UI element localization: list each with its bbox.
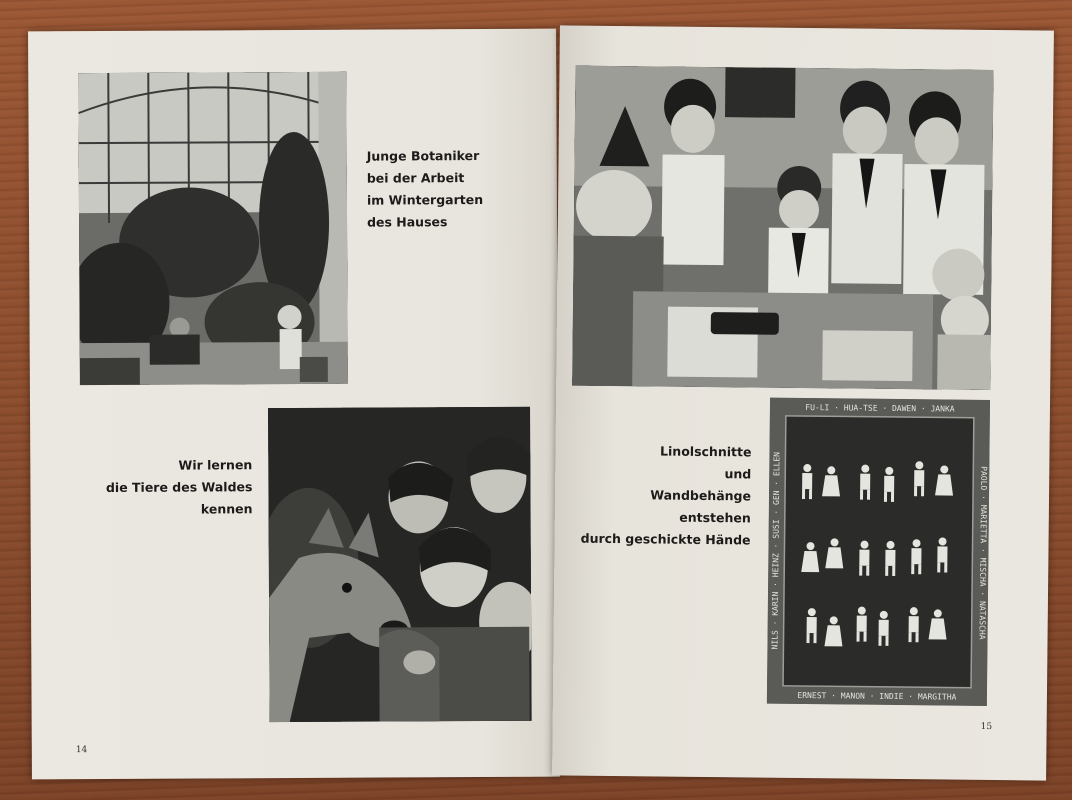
caption-line: bei der Arbeit [366, 170, 465, 186]
caption-line: die Tiere des Waldes [105, 479, 253, 495]
caption-line: und [724, 466, 752, 482]
caption-linolschnitte [580, 440, 751, 552]
caption-line: Junge Botaniker [366, 148, 480, 164]
page-number: 15 [980, 721, 993, 732]
caption-line: Linolschnitte [660, 443, 752, 460]
caption-line: im Wintergarten [366, 192, 484, 208]
caption-line: entstehen [679, 509, 751, 526]
caption-line: Wir lernen [178, 457, 253, 473]
page-number: 14 [75, 745, 88, 756]
photo-wandbehang [767, 398, 990, 706]
caption-botaniker [367, 145, 484, 234]
left-page [28, 29, 560, 780]
tapestry-border-bottom: ERNEST · MANON · INDIE · MARGITHA [797, 690, 957, 702]
tapestry-border-top: FU-LI · HUA-TSE · DAWEN · JANKA [805, 403, 955, 414]
right-page [552, 25, 1054, 780]
caption-line: Wandbehänge [650, 487, 752, 504]
caption-line: durch geschickte Hände [580, 530, 751, 548]
caption-line: des Hauses [367, 214, 448, 230]
photo-linolschnitt-kinder [572, 66, 993, 390]
photo-wintergarten [78, 72, 348, 385]
tapestry-border-right: PAOLO · MARIETTA · MISCHA · NATASCHA [977, 466, 989, 640]
caption-line: kennen [200, 501, 253, 517]
caption-tiere [100, 454, 252, 521]
photo-reh-kinder [268, 407, 532, 722]
tapestry-border-left: NILS · KARIN · HEINZ · SUSI · GEN · ELLEN [770, 451, 782, 650]
